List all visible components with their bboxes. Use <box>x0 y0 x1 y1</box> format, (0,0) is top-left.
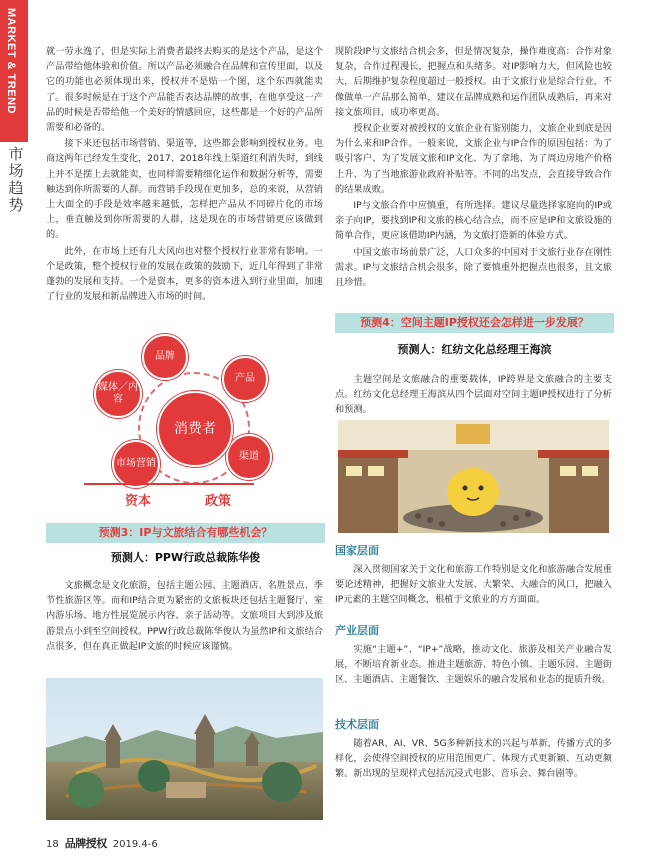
level-body-technology <box>335 736 612 783</box>
right-paragraph: 授权企业要对被授权的文旅企业有鉴别能力，文旅企业到底是因为什么来和IP合作。一般来说，文旅企业与IP合作的原因包括：为了吸引客户、为了发展文旅和IP文化、为了拿地、为了周边房地产价格上升、为了当地旅游业政府补贴等。不同的出发点，会直接导致合作的结果成败。 <box>335 123 612 195</box>
section-tab-en: MARKET & TREND <box>5 8 17 114</box>
label-policy: 政策 <box>204 494 231 509</box>
level-text: 随着AR、AI、VR、5G多种新技术的兴起与革新，传播方式的多样化，会使得空间授权的应用范围更广、体现方式更新颖、互动更频繁。新出现的呈现样式包括沉浸式电影、音乐会、舞台剧等。 <box>335 738 612 780</box>
issue-date: 2019.4-6 <box>112 839 158 850</box>
left-paragraph: 就一劳永逸了，但是实际上消费者最终去购买的是这个产品，是这个产品带给他体验和价值。所以产品必须融合在品牌和宣传里面，以及它的功能也必须体现出来，授权并不是贴一个图，这个东西就能卖了。很多时候是在于这个产品能否表达品牌的故事，在他享受这一产品的时候是否带给他一个美好的情感回应，这些都是一个好的产品所需要和必备的。 <box>46 46 323 134</box>
level-text: 深入贯彻国家关于文化和旅游工作特别是文化和旅游融合发展重要论述精神，把握好文旅业大发展、大繁荣、大融合的风口，把融入IP元素的主题空间概念，根植于文旅业的方方面面。 <box>335 564 612 606</box>
right-paragraph: 现阶段IP与文旅结合机会多，但是情况复杂，操作难度高：合作对象复杂，合作过程漫长，把握点和头绪多。对IP影响力大，但风险也较大，后期维护复杂程度超过一般授权。由于文旅行业是综合行业，不像做单一产品那么简单，建议在品牌成熟和运作团队成熟后，再来对接文旅项目，成功率更高。 <box>335 46 612 118</box>
level-heading-national: 国家层面 <box>335 544 379 557</box>
level-body-national <box>335 562 612 609</box>
section3-paragraph: 文旅概念是文化旅游，包括主题公园、主题酒店、名胜景点、季节性旅游区等。而和IP结合更为紧密的文旅板块还包括主题餐厅、室内游乐场、地方性展览展示内容、亲子活动等。文旅项目大到涉及旅游景点小到至空间授权。PPW行政总裁陈华俊认为虽然IP和文旅结合点很多，但在真正做起IP文旅的时候应该谨慎。 <box>46 580 323 652</box>
mall-photo <box>338 420 609 533</box>
magazine-name: 品牌授权 <box>64 837 107 850</box>
node-product: 产品 <box>222 356 268 402</box>
section-tab-zh: 市场趋势 <box>8 145 24 214</box>
theme-park-photo <box>46 678 323 820</box>
node-channel: 渠道 <box>226 434 272 480</box>
left-paragraph: 接下来还包括市场营销、渠道等，这些都会影响到授权业务。电商这两年已经发生变化，2017、2018年线上渠道红利消失时，到线上并不是摆上去就能卖，也同样需要精细化运作和数据分析等，需要触达到你所需要的人群。而营销手段现在更加多，总的来说，从营销上大面全的手段是效率越来越低，怎样把产品从不同碎片化的市场上，垂直触及到你所需要的人群，这是现在的市场营销更应该做到的。 <box>46 138 323 241</box>
level-body-industry <box>335 642 612 689</box>
left-column <box>46 44 323 305</box>
section4-byline: 预测人：红纺文化总经理王海滨 <box>397 343 552 356</box>
right-paragraph: 中国文旅市场前景广泛，人口众多的中国对于文旅行业存在刚性需求。IP与文旅结合机会很多，除了要慎重外把握点也很多，且文旅且珍惜。 <box>335 246 612 289</box>
section3-body <box>46 578 323 655</box>
node-marketing: 市场营销 <box>112 440 160 488</box>
level-heading-industry: 产业层面 <box>335 624 379 637</box>
theme-park-image <box>46 678 323 820</box>
node-brand: 品牌 <box>142 334 188 380</box>
right-column <box>335 44 612 291</box>
section3-title: 预测3：IP与文旅结合有哪些机会？ <box>98 526 273 539</box>
page-number: 18 <box>46 839 59 850</box>
section4-intro <box>335 372 612 419</box>
consumer-diagram <box>90 334 290 512</box>
mall-image <box>338 420 609 533</box>
page-footer <box>46 835 158 851</box>
left-paragraph: 此外，在市场上还有几大风向也对整个授权行业非常有影响。一个是政策，整个授权行业的发展在政策的鼓励下，近几年得到了非常蓬勃的发展和支持。一个是资本，更多的资本进入到行业里面，加速了行业的发展和新品牌进入市场的时间。 <box>46 245 323 303</box>
node-consumer: 消费者 <box>157 391 233 467</box>
diagram-bottom-labels <box>98 490 258 509</box>
section4-title-bar <box>335 313 614 333</box>
level-text: 实施“主题+”、“IP+”战略，推动文化、旅游及相关产业融合发展，不断培育新业态。推进主题旅游、特色小镇、主题乐园、主题街区、主题酒店、主题餐饮、主题娱乐的融合发展和业态的提质升级。 <box>335 644 612 686</box>
section-tab <box>0 0 28 142</box>
section3-byline: 预测人：PPW行政总裁陈华俊 <box>110 551 261 564</box>
section4-intro-text: 主题空间是文旅融合的重要载体，IP跨界是文旅融合的主要支点。红纺文化总经理王海滨从四个层面对空间主题IP授权进行了分析和预测。 <box>335 374 612 416</box>
node-media: 媒体／内容 <box>94 370 142 418</box>
label-capital: 资本 <box>124 494 151 509</box>
level-heading-technology: 技术层面 <box>335 718 379 731</box>
section3-title-bar <box>46 523 325 543</box>
right-paragraph: IP与文旅合作中应慎重，有所选择。建议尽量选择家庭向的IP或亲子向IP，要找到IP和文旅的核心结合点，而不应是IP和文旅设施的简单合作，更应该借助IP内涵，为文旅打造新的体验方式。 <box>335 200 612 242</box>
section4-title: 预测4：空间主题IP授权还会怎样进一步发展？ <box>360 316 589 329</box>
